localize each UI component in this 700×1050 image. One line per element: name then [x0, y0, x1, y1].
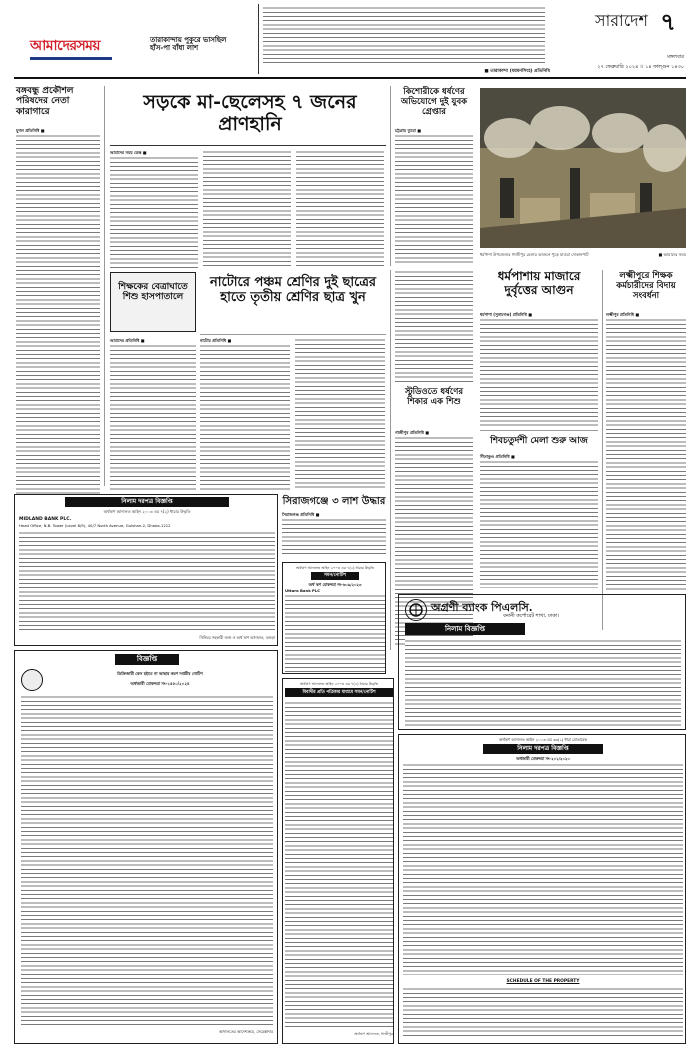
fire-headline: ধর্মপাশায় মাজারে দুর্বৃত্তের আগুন	[497, 269, 581, 297]
bibadi-body	[285, 701, 393, 1027]
midland-body	[19, 531, 275, 631]
photo-caption: ধর্মপাশা উপজেলার গাজীপুর মেলায় আগুনে পুড়ে যাওয়া দোকানপাট	[480, 252, 589, 257]
uttara-subtitle: অর্থঋণ আদালত আইন ২০০৩ এর ৭(২) ধারার উদ্ধৃতি	[295, 566, 375, 570]
auction2-case: অর্থজারী মোকদ্দমা নং-২০১/২০২০	[516, 756, 570, 761]
agrani-logo-icon	[405, 599, 427, 621]
road-crash-body-col2	[203, 150, 291, 268]
kishori-dateline: চট্টগ্রাম ব্যুরো ■	[395, 128, 421, 133]
uttara-ad	[282, 562, 386, 674]
lakshmipur-headline: লক্ষ্মীপুরে শিক্ষক কর্মচারীদের বিদায় সংবর্ধনা	[616, 271, 676, 301]
sirajganj-dateline: সিরাজগঞ্জ প্রতিনিধি ■	[282, 512, 320, 517]
notice-title: বিজ্ঞপ্তি	[115, 654, 179, 665]
agrani-branch: বনানী কর্পোরেট শাখা, ঢাকা।	[503, 613, 559, 619]
auction2-title: নিলাম দরপত্র বিজ্ঞপ্তি	[483, 744, 603, 754]
teaser-headline: তারাকান্দায় পুকুরে ভাসছিল হাঁস-পা বাঁধা লাশ	[150, 35, 227, 53]
uttara-bank: Uttara Bank PLC	[285, 588, 321, 593]
uttara-body	[285, 594, 385, 672]
uttara-title: সমন/নোটিশ	[311, 572, 359, 580]
road-crash-body-col3	[296, 150, 384, 268]
teaser-body	[263, 6, 545, 66]
road-crash-headline: সড়কে মা-ছেলেসহ ৭ জনের প্রাণহানি	[143, 91, 357, 135]
natore-body-col2	[295, 338, 385, 490]
studio-headline: স্টুডিওতে ধর্ষণের শিকার এক শিশু	[404, 387, 464, 407]
notice-body	[21, 695, 273, 1025]
midland-ad	[14, 494, 278, 646]
market-fire-photo	[480, 88, 686, 248]
bangabandhu-headline: বঙ্গবন্ধু প্রকৌশল পরিষদের নেতা কারাগারে	[16, 86, 74, 117]
bibadi-subtitle: অর্থঋণ আদালত আইন ২০০৩ এর ৭(২) ধারার উদ্ধৃতি	[299, 682, 379, 686]
fire-body	[480, 318, 598, 426]
logo-text: আমাদেরসময়	[30, 38, 100, 54]
notice-ad	[14, 650, 278, 1044]
notice-case: অর্থজারী মোকদ্দমা নং-১৫৫০/২০২৪	[130, 681, 190, 686]
weekday: মঙ্গলবার	[667, 54, 684, 60]
kishori-body	[395, 134, 473, 266]
agrani-name: অগ্রণী ব্যাংক পিএলসি.	[431, 601, 533, 614]
logo-underline	[30, 57, 112, 60]
teaser-byline: ■ তারাকান্দা (ময়মনসিংহ) প্রতিনিধি	[484, 69, 550, 74]
midland-footer: সিনিয়র সহকারী জজ ও অর্থ ঋণ আদালত, বগুড়া	[199, 635, 275, 640]
teacher-headline: শিক্ষকের বেত্রাঘাতে শিশু হাসপাতালে	[118, 282, 188, 303]
road-crash-body-col1	[110, 156, 198, 268]
road-crash-dateline: আমাদের সময় ডেস্ক ■	[110, 150, 147, 155]
bangabandhu-body	[16, 134, 100, 494]
sirajganj-headline: সিরাজগঞ্জে ৩ লাশ উদ্ধার	[282, 496, 386, 507]
midland-bank: MIDLAND BANK PLC.	[19, 517, 72, 522]
brand-logo	[30, 36, 112, 56]
auction2-ad	[398, 734, 686, 1044]
midland-subtitle: অর্থঋণ আদালত আইন ২০০৩ এর ৭(২) ধারার উদ্ধৃতি	[103, 509, 191, 514]
shibchaturdashi-dateline: সীতাকুণ্ড প্রতিনিধি ■	[480, 454, 515, 459]
date-line: ২৭ ফেব্রুয়ারি ২০২৪ ।। ১৪ ফাল্গুন ১৪৩০	[597, 64, 684, 70]
natore-dateline: নাটোর প্রতিনিধি ■	[200, 338, 232, 343]
fire-dateline: ধর্মপাশা (সুনামগঞ্জ) প্রতিনিধি ■	[480, 312, 532, 317]
teacher-body	[110, 344, 196, 490]
auction2-schedule: SCHEDULE OF THE PROPERTY	[506, 979, 580, 984]
kishori-body-cont	[395, 270, 473, 382]
bibadi-ad	[282, 678, 394, 1044]
teacher-dateline: আমাদের প্রতিনিধি ■	[110, 338, 145, 343]
bibadi-court: অর্থঋণ আদালত, গাজীপুর	[354, 1032, 393, 1036]
section-title: সারাদেশ	[595, 11, 648, 30]
midland-title: নিলাম দরপত্র বিজ্ঞপ্তি	[65, 497, 229, 507]
lakshmipur-dateline: লক্ষ্মীপুর প্রতিনিধি ■	[606, 312, 640, 317]
midland-head-office: Head Office, N.B. Tower (Level 6/9), 40/7 North Avenue, Gulshan-2, Dhaka-1212	[19, 523, 171, 528]
auction2-subtitle: অর্থঋণ আদালত আইন ২০০৩ এর ৩৩(১) ধারা মোতাবেক	[498, 737, 588, 742]
notice-subtitle: ডিক্রিজারী কেস হইতে না আছার করণ দপ্তরীর নোটিশ	[117, 671, 203, 676]
lakshmipur-body	[606, 318, 686, 590]
masthead	[0, 0, 700, 88]
bangabandhu-dateline: যুগল প্রতিনিধি ■	[16, 128, 45, 133]
natore-body-col1	[200, 344, 290, 490]
auction2-schedule-body	[403, 987, 683, 1039]
page-number: ৭	[660, 7, 676, 36]
notice-court: আদালতের আদেশক্রমে, সেরেস্তাদার	[218, 1029, 273, 1034]
agrani-body	[405, 639, 681, 727]
sirajganj-body	[282, 518, 386, 556]
shibchaturdashi-body	[480, 460, 598, 588]
auction2-body	[403, 763, 683, 975]
agrani-title: নিলাম বিজ্ঞপ্তি	[405, 623, 525, 635]
shibchaturdashi-headline: শিবচতুর্দশী মেলা শুরু আজ	[490, 436, 588, 446]
studio-dateline: গাজীপুর প্রতিনিধি ■	[395, 430, 430, 435]
photo-credit: ■ আমাদের সময়	[658, 252, 686, 257]
agrani-ad	[398, 594, 686, 730]
uttara-case: অর্থ ঋণ মোকদ্দমা নং-৬০৯/২০২৩	[308, 582, 362, 587]
kishori-headline: কিশোরীকে ধর্ষণের অভিযোগে দুই যুবক গ্রেপ্তার	[400, 87, 468, 117]
natore-headline: নাটোরে পঞ্চম শ্রেণির দুই ছাত্রের হাতে তৃতীয় শ্রেণির ছাত্র খুন	[209, 275, 377, 305]
bibadi-title: বিবাদীর প্রতি পত্রিকার মাধ্যমে সমন/নোটিশ	[285, 688, 393, 697]
court-seal-icon	[21, 669, 43, 691]
